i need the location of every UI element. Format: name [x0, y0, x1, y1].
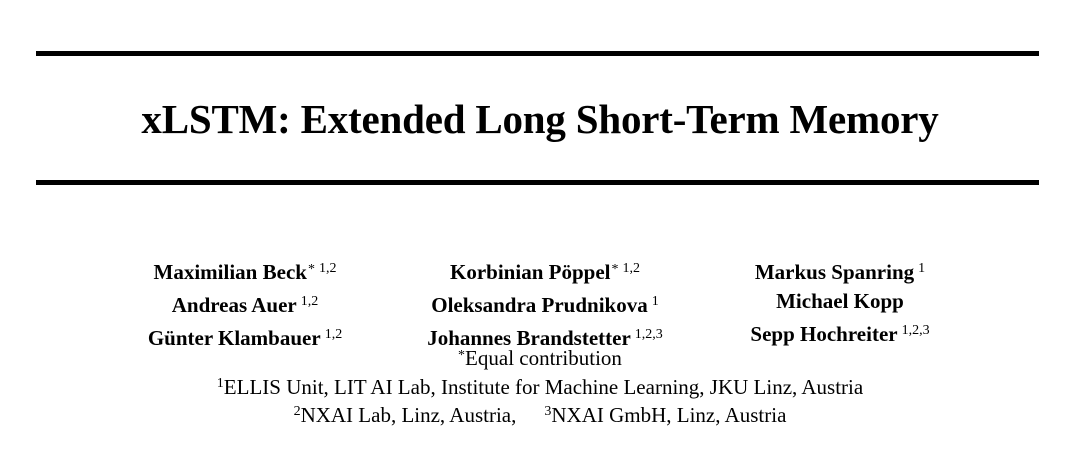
- equal-contribution-marker: *: [307, 262, 315, 277]
- affiliation-marker: 1,2,3: [634, 327, 663, 342]
- affiliation-text: ELLIS Unit, LIT AI Lab, Institute for Machine Learning, JKU Linz, Austria: [223, 375, 864, 399]
- author: Oleksandra Prudnikova $^1$: [431, 293, 659, 317]
- author: Michael Kopp: [776, 289, 904, 313]
- equal-contribution-note: *Equal contribution: [458, 346, 622, 370]
- affiliation-marker: 1: [651, 294, 659, 309]
- affiliation-text: NXAI GmbH, Linz, Austria: [551, 403, 787, 427]
- author: Korbinian Pöppel* $^{1,2}$: [450, 260, 640, 284]
- affiliation-marker: 1: [918, 261, 926, 276]
- affiliation-number: 2: [293, 404, 301, 419]
- author-column: [115, 254, 375, 353]
- title-bottom-rule: [36, 180, 1039, 185]
- author: Sepp Hochreiter $^{1,2,3}$: [750, 322, 930, 346]
- author: Johannes Brandstetter $^{1,2,3}$: [427, 326, 663, 350]
- author-column: [375, 254, 715, 353]
- affiliation-marker: 1,2: [622, 261, 640, 276]
- author: Andreas Auer $^{1,2}$: [171, 293, 319, 317]
- author-block: [0, 254, 1080, 353]
- title-top-rule: [36, 51, 1039, 56]
- affiliation-marker: 1,2: [318, 261, 337, 276]
- affiliation-marker: 1,2: [300, 294, 319, 309]
- author: Maximilian Beck* $^{1,2}$: [153, 260, 337, 284]
- affiliation-marker: 1,2,3: [901, 323, 930, 338]
- affiliation-text: NXAI Lab, Linz, Austria,: [300, 403, 517, 427]
- affiliation-line: [0, 397, 1080, 430]
- affiliation-number: 3: [544, 404, 552, 419]
- paper-title: xLSTM: Extended Long Short-Term Memory: [141, 96, 939, 142]
- author: Markus Spanring $^1$: [754, 260, 926, 284]
- affiliation-number: 1: [216, 376, 224, 391]
- author-column: [715, 254, 965, 353]
- affiliation-marker: 1,2: [324, 327, 343, 342]
- equal-contribution-marker: *: [611, 262, 619, 277]
- author: Günter Klambauer $^{1,2}$: [147, 326, 343, 350]
